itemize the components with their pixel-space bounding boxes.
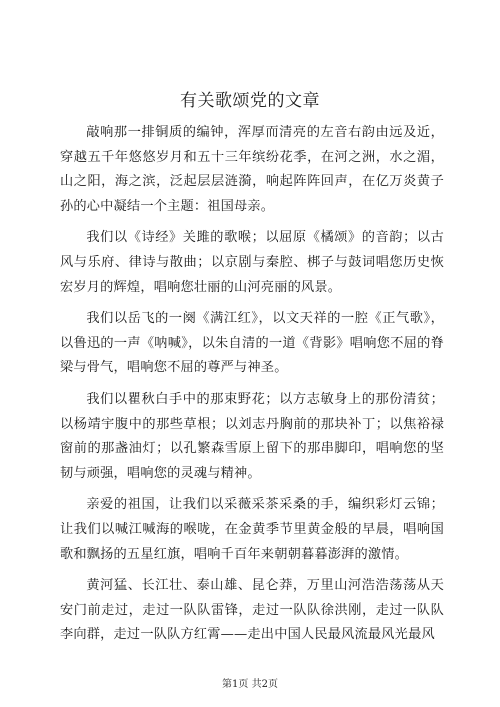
document-body bbox=[60, 121, 444, 655]
paragraph: 我们以《诗经》关雎的歌喉；以屈原《橘颂》的音韵；以古风与乐府、律诗与散曲；以京剧与秦腔、梆子与鼓词唱您历史恢宏岁月的辉煌，唱响您壮丽的山河亮丽的风景。 bbox=[60, 230, 444, 295]
paragraph: 我们以瞿秋白手中的那束野花；以方志敏身上的那份清贫；以杨靖宇腹中的那些草根；以刘志丹胸前的那块补丁；以焦裕禄窗前的那盏油灯；以孔繁森雪原上留下的那串脚印，唱响您的坚韧与顽强，唱响您的灵魂与精神。 bbox=[60, 391, 444, 481]
paragraph: 亲爱的祖国，让我们以采薇采茶采桑的手，编织彩灯云锦；让我们以喊江喊海的喉咙，在金黄季节里黄金般的早晨，唱响国歌和飘扬的五星红旗，唱响千百年来朝朝暮暮澎湃的激情。 bbox=[60, 497, 444, 562]
paragraph: 我们以岳飞的一阕《满江红》，以文天祥的一腔《正气歌》，以鲁迅的一声《呐喊》，以朱自清的一道《背影》唱响您不屈的脊梁与骨气，唱响您不屈的尊严与神圣。 bbox=[60, 311, 444, 376]
document-title: 有关歌颂党的文章 bbox=[180, 91, 320, 111]
paragraph: 黄河猛、长江壮、泰山雄、昆仑莽，万里山河浩浩荡荡从天安门前走过，走过一队队雷锋，走过一队队徐洪刚，走过一队队李向群，走过一队队方红霄——走出中国人民最风流最风光最风 bbox=[60, 578, 444, 643]
page-number-footer: 第1页 共2页 bbox=[222, 679, 278, 690]
paragraph: 敲响那一排铜质的编钟，浑厚而清亮的左音右韵由远及近，穿越五千年悠悠岁月和五十三年缤纷花季，在河之洲，水之湄，山之阳，海之滨，泛起层层涟漪，响起阵阵回声，在亿万炎黄子孙的心中凝结一个主题：祖国母亲。 bbox=[60, 125, 444, 214]
